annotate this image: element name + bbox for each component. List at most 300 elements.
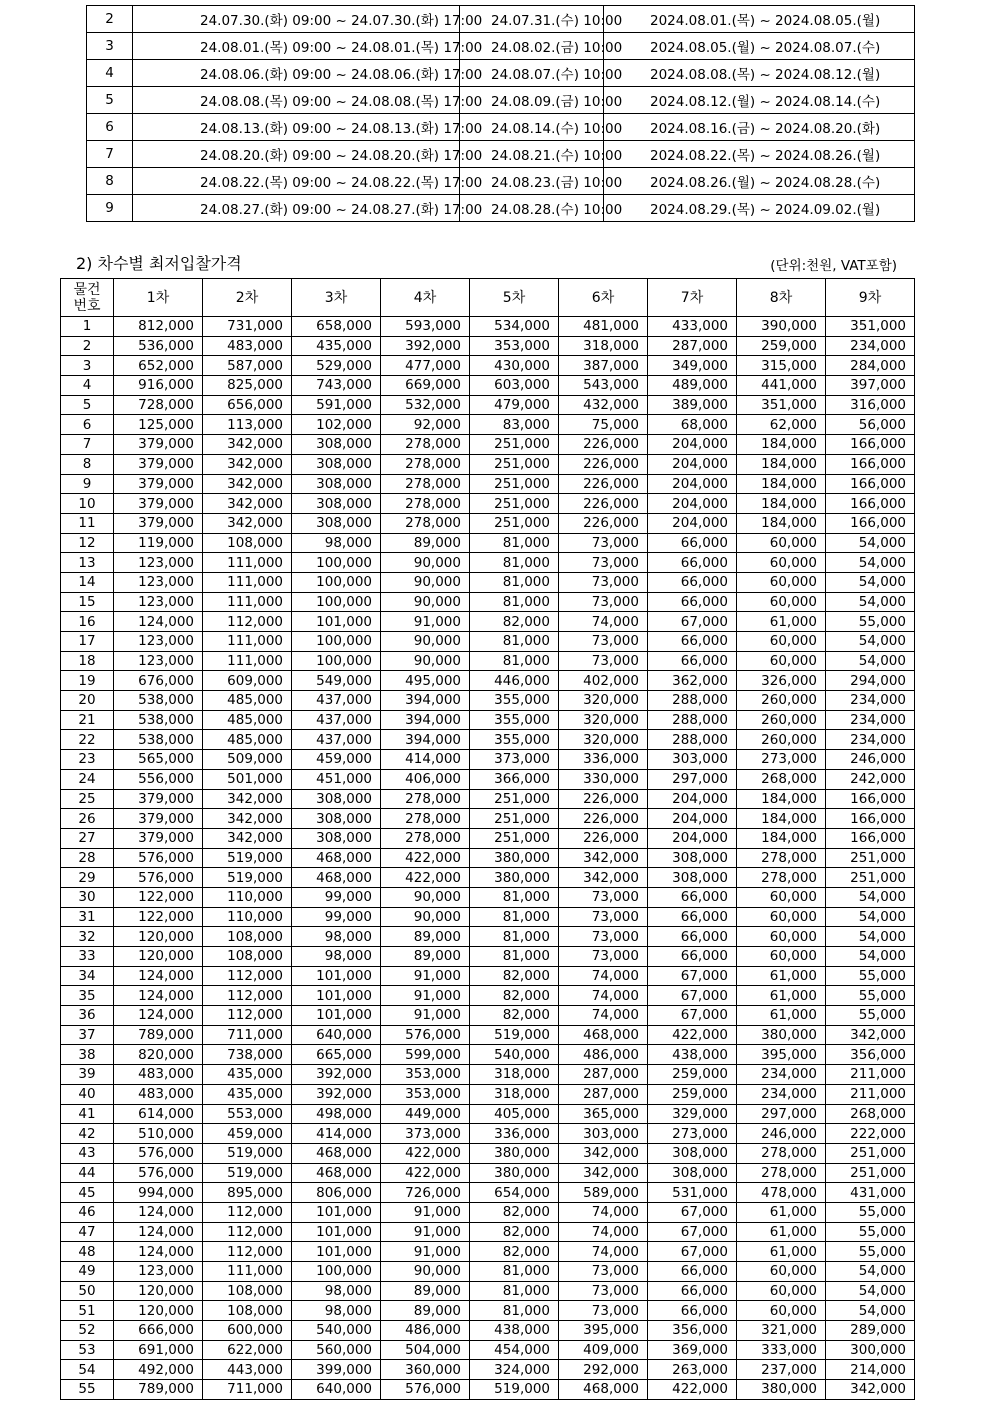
- price-cell: 111,000: [203, 632, 292, 652]
- price-cell: 273,000: [648, 1124, 737, 1144]
- price-cell: 112,000: [203, 1242, 292, 1262]
- item-number-cell: 38: [61, 1045, 114, 1065]
- price-cell: 66,000: [648, 927, 737, 947]
- price-cell: 204,000: [648, 828, 737, 848]
- price-cell: 379,000: [114, 494, 203, 514]
- price-cell: 342,000: [203, 494, 292, 514]
- price-cell: 120,000: [114, 1281, 203, 1301]
- price-cell: 99,000: [292, 887, 381, 907]
- schedule-contract-cell: 2024.08.16.(금) ~ 2024.08.20.(화): [604, 114, 915, 141]
- price-cell: 124,000: [114, 986, 203, 1006]
- price-cell: 82,000: [470, 986, 559, 1006]
- price-cell: 184,000: [737, 494, 826, 514]
- schedule-bid-period-cell: 24.08.27.(화) 09:00 ~ 24.08.27.(화) 17:00: [133, 195, 460, 222]
- price-cell: 479,000: [470, 395, 559, 415]
- price-cell: 81,000: [470, 1262, 559, 1282]
- item-number-cell: 2: [61, 336, 114, 356]
- schedule-contract-cell: 2024.08.08.(목) ~ 2024.08.12.(월): [604, 60, 915, 87]
- price-cell: 394,000: [381, 730, 470, 750]
- price-cell: 540,000: [470, 1045, 559, 1065]
- item-number-cell: 33: [61, 947, 114, 967]
- price-cell: 278,000: [381, 809, 470, 829]
- price-cell: 82,000: [470, 1006, 559, 1026]
- price-cell: 789,000: [114, 1025, 203, 1045]
- price-cell: 294,000: [826, 671, 915, 691]
- item-number-cell: 13: [61, 553, 114, 573]
- price-cell: 468,000: [292, 1143, 381, 1163]
- price-cell: 259,000: [648, 1065, 737, 1085]
- price-cell: 329,000: [648, 1104, 737, 1124]
- price-cell: 73,000: [559, 907, 648, 927]
- price-cell: 204,000: [648, 474, 737, 494]
- price-cell: 211,000: [826, 1084, 915, 1104]
- item-number-cell: 47: [61, 1222, 114, 1242]
- price-cell: 336,000: [559, 750, 648, 770]
- price-cell: 222,000: [826, 1124, 915, 1144]
- price-cell: 184,000: [737, 454, 826, 474]
- price-cell: 394,000: [381, 710, 470, 730]
- table-row: [61, 809, 915, 829]
- price-cell: 355,000: [470, 710, 559, 730]
- price-cell: 308,000: [292, 789, 381, 809]
- price-cell: 366,000: [470, 769, 559, 789]
- price-cell: 438,000: [648, 1045, 737, 1065]
- price-cell: 61,000: [737, 1242, 826, 1262]
- price-cell: 519,000: [203, 1163, 292, 1183]
- table-row: [61, 1242, 915, 1262]
- price-cell: 422,000: [648, 1380, 737, 1400]
- header-round-1: 1차: [114, 279, 203, 317]
- header-round-6: 6차: [559, 279, 648, 317]
- table-row: [61, 887, 915, 907]
- item-number-cell: 21: [61, 710, 114, 730]
- price-cell: 251,000: [470, 828, 559, 848]
- table-row: [61, 750, 915, 770]
- price-cell: 589,000: [559, 1183, 648, 1203]
- price-cell: 102,000: [292, 415, 381, 435]
- price-cell: 409,000: [559, 1340, 648, 1360]
- schedule-round-cell: 5: [87, 87, 133, 114]
- price-cell: 60,000: [737, 907, 826, 927]
- price-cell: 373,000: [381, 1124, 470, 1144]
- price-cell: 268,000: [826, 1104, 915, 1124]
- price-cell: 66,000: [648, 947, 737, 967]
- price-cell: 468,000: [292, 848, 381, 868]
- unit-note: (단위:천원, VAT포함): [770, 258, 897, 274]
- price-cell: 226,000: [559, 494, 648, 514]
- table-row: [61, 435, 915, 455]
- price-cell: 184,000: [737, 809, 826, 829]
- price-cell: 251,000: [470, 809, 559, 829]
- price-cell: 226,000: [559, 809, 648, 829]
- price-cell: 437,000: [292, 691, 381, 711]
- price-cell: 318,000: [470, 1084, 559, 1104]
- price-cell: 100,000: [292, 632, 381, 652]
- price-cell: 81,000: [470, 887, 559, 907]
- price-cell: 108,000: [203, 927, 292, 947]
- price-cell: 278,000: [381, 435, 470, 455]
- price-cell: 468,000: [292, 1163, 381, 1183]
- price-cell: 437,000: [292, 730, 381, 750]
- price-cell: 495,000: [381, 671, 470, 691]
- section-heading: 2) 차수별 최저입찰가격: [76, 254, 242, 273]
- price-cell: 111,000: [203, 553, 292, 573]
- price-cell: 251,000: [470, 513, 559, 533]
- item-number-cell: 36: [61, 1006, 114, 1026]
- price-cell: 60,000: [737, 1262, 826, 1282]
- price-cell: 297,000: [648, 769, 737, 789]
- price-cell: 451,000: [292, 769, 381, 789]
- price-cell: 66,000: [648, 651, 737, 671]
- price-cell: 98,000: [292, 1281, 381, 1301]
- item-number-cell: 50: [61, 1281, 114, 1301]
- item-number-cell: 17: [61, 632, 114, 652]
- price-cell: 342,000: [203, 474, 292, 494]
- schedule-contract-cell: 2024.08.29.(목) ~ 2024.09.02.(월): [604, 195, 915, 222]
- item-number-cell: 23: [61, 750, 114, 770]
- schedule-contract-cell: 2024.08.01.(목) ~ 2024.08.05.(월): [604, 6, 915, 33]
- price-cell: 120,000: [114, 1301, 203, 1321]
- price-cell: 278,000: [381, 474, 470, 494]
- table-row: [61, 454, 915, 474]
- price-cell: 74,000: [559, 1222, 648, 1242]
- price-cell: 66,000: [648, 1301, 737, 1321]
- item-number-cell: 16: [61, 612, 114, 632]
- price-cell: 435,000: [203, 1065, 292, 1085]
- bid-schedule-body: [87, 6, 915, 222]
- price-cell: 125,000: [114, 415, 203, 435]
- item-number-cell: 5: [61, 395, 114, 415]
- price-cell: 565,000: [114, 750, 203, 770]
- price-cell: 318,000: [470, 1065, 559, 1085]
- price-cell: 124,000: [114, 1242, 203, 1262]
- table-row: [61, 474, 915, 494]
- price-cell: 324,000: [470, 1360, 559, 1380]
- price-cell: 501,000: [203, 769, 292, 789]
- item-number-cell: 45: [61, 1183, 114, 1203]
- price-cell: 90,000: [381, 651, 470, 671]
- price-cell: 422,000: [381, 1143, 470, 1163]
- price-cell: 278,000: [737, 848, 826, 868]
- price-cell: 576,000: [114, 848, 203, 868]
- table-row: [61, 395, 915, 415]
- price-cell: 399,000: [292, 1360, 381, 1380]
- price-cell: 510,000: [114, 1124, 203, 1144]
- price-cell: 81,000: [470, 533, 559, 553]
- table-row: [61, 336, 915, 356]
- minimum-bid-price-table: [60, 278, 915, 1400]
- item-number-cell: 51: [61, 1301, 114, 1321]
- price-cell: 91,000: [381, 1202, 470, 1222]
- price-cell: 485,000: [203, 730, 292, 750]
- schedule-bid-period-cell: 24.08.06.(화) 09:00 ~ 24.08.06.(화) 17:00: [133, 60, 460, 87]
- price-cell: 184,000: [737, 789, 826, 809]
- price-cell: 54,000: [826, 592, 915, 612]
- item-number-cell: 19: [61, 671, 114, 691]
- price-cell: 55,000: [826, 1242, 915, 1262]
- price-cell: 66,000: [648, 592, 737, 612]
- header-round-5: 5차: [470, 279, 559, 317]
- schedule-bid-period-cell: 24.07.30.(화) 09:00 ~ 24.07.30.(화) 17:00: [133, 6, 460, 33]
- price-cell: 691,000: [114, 1340, 203, 1360]
- table-row: [61, 612, 915, 632]
- price-cell: 432,000: [559, 395, 648, 415]
- schedule-opening-cell: 24.08.14.(수) 10:00: [460, 114, 604, 141]
- price-cell: 531,000: [648, 1183, 737, 1203]
- price-cell: 380,000: [470, 848, 559, 868]
- price-cell: 61,000: [737, 612, 826, 632]
- item-number-cell: 40: [61, 1084, 114, 1104]
- price-cell: 288,000: [648, 691, 737, 711]
- price-cell: 82,000: [470, 612, 559, 632]
- price-cell: 73,000: [559, 592, 648, 612]
- price-cell: 895,000: [203, 1183, 292, 1203]
- table-row: [61, 1084, 915, 1104]
- schedule-contract-cell: 2024.08.05.(월) ~ 2024.08.07.(수): [604, 33, 915, 60]
- price-cell: 433,000: [648, 317, 737, 337]
- price-cell: 519,000: [203, 1143, 292, 1163]
- item-number-cell: 41: [61, 1104, 114, 1124]
- table-row: [61, 356, 915, 376]
- price-cell: 55,000: [826, 612, 915, 632]
- price-cell: 55,000: [826, 1006, 915, 1026]
- schedule-row: [87, 33, 915, 60]
- price-cell: 438,000: [470, 1321, 559, 1341]
- price-cell: 54,000: [826, 907, 915, 927]
- price-cell: 82,000: [470, 1242, 559, 1262]
- price-cell: 380,000: [470, 1163, 559, 1183]
- price-cell: 211,000: [826, 1065, 915, 1085]
- item-number-cell: 3: [61, 356, 114, 376]
- price-cell: 342,000: [559, 848, 648, 868]
- table-row: [61, 1262, 915, 1282]
- price-cell: 73,000: [559, 533, 648, 553]
- price-cell: 81,000: [470, 592, 559, 612]
- price-cell: 62,000: [737, 415, 826, 435]
- price-cell: 355,000: [470, 691, 559, 711]
- price-cell: 120,000: [114, 947, 203, 967]
- item-number-cell: 34: [61, 966, 114, 986]
- price-cell: 326,000: [737, 671, 826, 691]
- price-cell: 54,000: [826, 1281, 915, 1301]
- price-cell: 66,000: [648, 887, 737, 907]
- price-cell: 994,000: [114, 1183, 203, 1203]
- price-cell: 591,000: [292, 395, 381, 415]
- price-cell: 297,000: [737, 1104, 826, 1124]
- price-cell: 468,000: [559, 1380, 648, 1400]
- price-cell: 538,000: [114, 730, 203, 750]
- price-cell: 288,000: [648, 710, 737, 730]
- price-cell: 226,000: [559, 789, 648, 809]
- item-number-cell: 29: [61, 868, 114, 888]
- price-cell: 55,000: [826, 966, 915, 986]
- price-cell: 260,000: [737, 691, 826, 711]
- header-round-8: 8차: [737, 279, 826, 317]
- price-cell: 90,000: [381, 887, 470, 907]
- price-cell: 666,000: [114, 1321, 203, 1341]
- price-cell: 435,000: [292, 336, 381, 356]
- price-cell: 365,000: [559, 1104, 648, 1124]
- price-cell: 81,000: [470, 927, 559, 947]
- price-cell: 61,000: [737, 1202, 826, 1222]
- price-cell: 60,000: [737, 553, 826, 573]
- table-row: [61, 769, 915, 789]
- price-cell: 519,000: [470, 1025, 559, 1045]
- price-cell: 483,000: [114, 1084, 203, 1104]
- price-cell: 184,000: [737, 513, 826, 533]
- price-cell: 622,000: [203, 1340, 292, 1360]
- bid-schedule-table: [86, 5, 915, 222]
- item-number-cell: 4: [61, 376, 114, 396]
- price-cell: 237,000: [737, 1360, 826, 1380]
- item-number-cell: 18: [61, 651, 114, 671]
- price-cell: 308,000: [648, 868, 737, 888]
- price-cell: 123,000: [114, 651, 203, 671]
- price-cell: 576,000: [114, 1163, 203, 1183]
- table-row: [61, 651, 915, 671]
- price-cell: 308,000: [648, 848, 737, 868]
- price-cell: 486,000: [559, 1045, 648, 1065]
- price-cell: 251,000: [470, 494, 559, 514]
- table-row: [61, 789, 915, 809]
- price-cell: 402,000: [559, 671, 648, 691]
- price-cell: 113,000: [203, 415, 292, 435]
- price-cell: 91,000: [381, 986, 470, 1006]
- item-number-cell: 39: [61, 1065, 114, 1085]
- item-number-cell: 37: [61, 1025, 114, 1045]
- schedule-row: [87, 60, 915, 87]
- price-cell: 184,000: [737, 435, 826, 455]
- price-cell: 60,000: [737, 1281, 826, 1301]
- table-row: [61, 415, 915, 435]
- price-cell: 485,000: [203, 710, 292, 730]
- price-cell: 441,000: [737, 376, 826, 396]
- price-cell: 89,000: [381, 927, 470, 947]
- price-cell: 61,000: [737, 966, 826, 986]
- price-cell: 123,000: [114, 553, 203, 573]
- price-cell: 60,000: [737, 927, 826, 947]
- price-cell: 226,000: [559, 828, 648, 848]
- table-row: [61, 966, 915, 986]
- schedule-row: [87, 195, 915, 222]
- table-row: [61, 1006, 915, 1026]
- schedule-row: [87, 168, 915, 195]
- price-cell: 54,000: [826, 927, 915, 947]
- price-cell: 123,000: [114, 632, 203, 652]
- price-cell: 184,000: [737, 474, 826, 494]
- price-cell: 67,000: [648, 1006, 737, 1026]
- price-cell: 66,000: [648, 533, 737, 553]
- price-cell: 81,000: [470, 651, 559, 671]
- price-cell: 259,000: [648, 1084, 737, 1104]
- price-cell: 124,000: [114, 612, 203, 632]
- price-cell: 360,000: [381, 1360, 470, 1380]
- price-cell: 67,000: [648, 1222, 737, 1242]
- price-cell: 60,000: [737, 592, 826, 612]
- table-row: [61, 632, 915, 652]
- price-cell: 74,000: [559, 966, 648, 986]
- table-row: [61, 1143, 915, 1163]
- table-row: [61, 1202, 915, 1222]
- price-cell: 112,000: [203, 612, 292, 632]
- price-cell: 330,000: [559, 769, 648, 789]
- table-row: [61, 986, 915, 1006]
- price-cell: 55,000: [826, 986, 915, 1006]
- schedule-round-cell: 3: [87, 33, 133, 60]
- price-cell: 380,000: [737, 1025, 826, 1045]
- price-cell: 55,000: [826, 1202, 915, 1222]
- price-table-body: [61, 317, 915, 1400]
- price-cell: 489,000: [648, 376, 737, 396]
- price-cell: 812,000: [114, 317, 203, 337]
- price-cell: 184,000: [737, 828, 826, 848]
- item-number-cell: 12: [61, 533, 114, 553]
- price-cell: 67,000: [648, 1242, 737, 1262]
- price-cell: 560,000: [292, 1340, 381, 1360]
- price-cell: 806,000: [292, 1183, 381, 1203]
- price-cell: 73,000: [559, 947, 648, 967]
- price-cell: 259,000: [737, 336, 826, 356]
- price-cell: 112,000: [203, 966, 292, 986]
- price-cell: 124,000: [114, 966, 203, 986]
- price-cell: 652,000: [114, 356, 203, 376]
- price-cell: 204,000: [648, 789, 737, 809]
- price-cell: 234,000: [826, 336, 915, 356]
- item-number-cell: 20: [61, 691, 114, 711]
- price-cell: 587,000: [203, 356, 292, 376]
- price-cell: 73,000: [559, 1281, 648, 1301]
- item-number-cell: 1: [61, 317, 114, 337]
- price-cell: 308,000: [292, 454, 381, 474]
- price-cell: 123,000: [114, 592, 203, 612]
- price-cell: 342,000: [203, 435, 292, 455]
- item-number-cell: 31: [61, 907, 114, 927]
- schedule-bid-period-cell: 24.08.01.(목) 09:00 ~ 24.08.01.(목) 17:00: [133, 33, 460, 60]
- price-cell: 204,000: [648, 454, 737, 474]
- price-cell: 303,000: [648, 750, 737, 770]
- price-cell: 676,000: [114, 671, 203, 691]
- price-cell: 397,000: [826, 376, 915, 396]
- price-cell: 67,000: [648, 986, 737, 1006]
- price-cell: 234,000: [737, 1084, 826, 1104]
- price-cell: 74,000: [559, 612, 648, 632]
- price-cell: 81,000: [470, 1281, 559, 1301]
- price-cell: 260,000: [737, 710, 826, 730]
- price-cell: 342,000: [826, 1380, 915, 1400]
- schedule-opening-cell: 24.08.07.(수) 10:00: [460, 60, 604, 87]
- price-cell: 576,000: [381, 1025, 470, 1045]
- price-cell: 73,000: [559, 651, 648, 671]
- price-cell: 101,000: [292, 1222, 381, 1242]
- price-cell: 379,000: [114, 435, 203, 455]
- price-cell: 477,000: [381, 356, 470, 376]
- price-cell: 422,000: [381, 1163, 470, 1183]
- price-cell: 356,000: [826, 1045, 915, 1065]
- price-cell: 342,000: [203, 828, 292, 848]
- price-cell: 67,000: [648, 966, 737, 986]
- schedule-opening-cell: 24.08.28.(수) 10:00: [460, 195, 604, 222]
- table-row: [61, 1183, 915, 1203]
- price-cell: 166,000: [826, 809, 915, 829]
- price-cell: 342,000: [203, 513, 292, 533]
- price-cell: 406,000: [381, 769, 470, 789]
- schedule-bid-period-cell: 24.08.20.(화) 09:00 ~ 24.08.20.(화) 17:00: [133, 141, 460, 168]
- schedule-round-cell: 7: [87, 141, 133, 168]
- price-cell: 73,000: [559, 1262, 648, 1282]
- price-cell: 422,000: [381, 848, 470, 868]
- price-cell: 67,000: [648, 612, 737, 632]
- schedule-round-cell: 9: [87, 195, 133, 222]
